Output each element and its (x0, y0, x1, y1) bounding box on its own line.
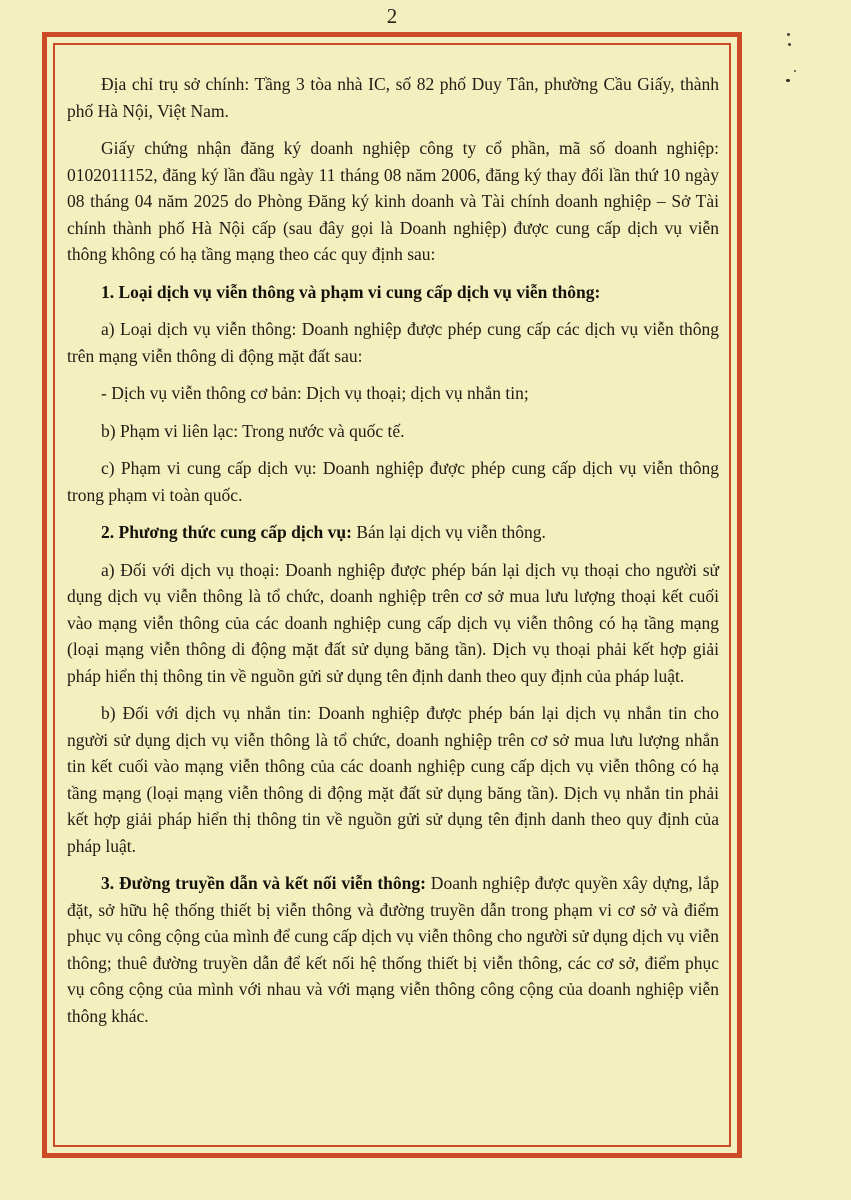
paragraph-2a-voice-service (67, 557, 719, 690)
paragraph-text: Doanh nghiệp được quyền xây dựng, lắp đặt, sở hữu hệ thống thiết bị viễn thông và đường truyền dẫn trong phạm vi cơ sở và điểm phục vụ công cộng của mình để cung cấp dịch vụ viễn thông cho người sử dụng dịch vụ viễn thông; thuê đường truyền dẫn để kết nối hệ thống thiết bị viễn thông, các cơ sở, điểm phục vụ công cộng của mình với nhau và với mạng viễn thông công cộng của doanh nghiệp viễn thông khác. (67, 873, 719, 1026)
paragraph-2b-sms-service (67, 700, 719, 859)
heading-bold-text: 3. Đường truyền dẫn và kết nối viễn thông: (101, 873, 426, 893)
paragraph-text: a) Đối với dịch vụ thoại: Doanh nghiệp được phép bán lại dịch vụ thoại cho người sử dụng dịch vụ viễn thông là tổ chức, doanh nghiệp trên cơ sở mua lưu lượng thoại kết cuối vào mạng viễn thông của các doanh nghiệp cung cấp dịch vụ viễn thông có hạ tầng mạng (loại mạng viễn thông di động mặt đất sử dụng băng tần). Dịch vụ thoại phải kết hợp giải pháp hiển thị thông tin về nguồn gửi sử dụng tên định danh theo quy định của pháp luật. (67, 559, 719, 686)
paragraph-1-basic-services (67, 380, 719, 407)
scan-speck (788, 43, 791, 46)
paragraph-text: b) Đối với dịch vụ nhắn tin: Doanh nghiệp được phép bán lại dịch vụ nhắn tin cho người sử dụng dịch vụ viễn thông là tổ chức, doanh nghiệp trên cơ sở mua lưu lượng nhắn tin kết cuối vào mạng viễn thông của các doanh nghiệp cung cấp dịch vụ viễn thông có hạ tầng mạng (loại mạng viễn thông di động mặt đất sử dụng băng tần). Dịch vụ nhắn tin phải kết hợp giải pháp hiển thị thông tin về nguồn gửi sử dụng tên định danh theo quy định của pháp luật. (67, 703, 719, 856)
paragraph-text: Giấy chứng nhận đăng ký doanh nghiệp công ty cổ phần, mã số doanh nghiệp: 0102011152, đăng ký lần đầu ngày 11 tháng 08 năm 2006, đăng ký thay đổi lần thứ 10 ngày 08 tháng 04 năm 2025 do Phòng Đăng ký kinh doanh và Tài chính doanh nghiệp – Sở Tài chính thành phố Hà Nội cấp (sau đây gọi là Doanh nghiệp) được cung cấp dịch vụ viễn thông không có hạ tầng mạng theo các quy định sau: (67, 138, 719, 264)
document-border-frame (42, 32, 742, 1158)
paragraph-text: c) Phạm vi cung cấp dịch vụ: Doanh nghiệp được phép cung cấp dịch vụ viễn thông trong phạm vi toàn quốc. (67, 458, 719, 505)
paragraph-business-registration (67, 135, 719, 268)
scan-speck (794, 70, 796, 72)
scan-speck (787, 33, 790, 36)
heading-bold-text: 1. Loại dịch vụ viễn thông và phạm vi cung cấp dịch vụ viễn thông: (101, 281, 601, 302)
paragraph-text: b) Phạm vi liên lạc: Trong nước và quốc tế. (101, 420, 405, 441)
document-content (55, 45, 729, 1029)
paragraph-1b-contact-scope (67, 418, 719, 445)
scan-speck (786, 79, 790, 82)
paragraph-text: - Dịch vụ viễn thông cơ bản: Dịch vụ thoại; dịch vụ nhắn tin; (101, 383, 529, 403)
paragraph-text: Địa chỉ trụ sở chính: Tầng 3 tòa nhà IC, số 82 phố Duy Tân, phường Cầu Giấy, thành phố Hà Nội, Việt Nam. (67, 74, 719, 121)
page-number: 2 (386, 4, 398, 28)
heading-bold-text: 2. Phương thức cung cấp dịch vụ: (101, 522, 352, 542)
heading-section-3-transmission-connection (67, 870, 719, 1029)
paragraph-text: a) Loại dịch vụ viễn thông: Doanh nghiệp được phép cung cấp các dịch vụ viễn thông trên mạng viễn thông di động mặt đất sau: (67, 319, 719, 366)
document-inner-frame (53, 43, 731, 1147)
paragraph-1a-service-types (67, 316, 719, 369)
paragraph-head-office-address (67, 71, 719, 124)
paragraph-text: Bán lại dịch vụ viễn thông. (351, 522, 546, 542)
heading-section-1-service-types-scope (67, 279, 719, 306)
paragraph-1c-provision-scope (67, 455, 719, 508)
heading-section-2-provision-method (67, 519, 719, 546)
